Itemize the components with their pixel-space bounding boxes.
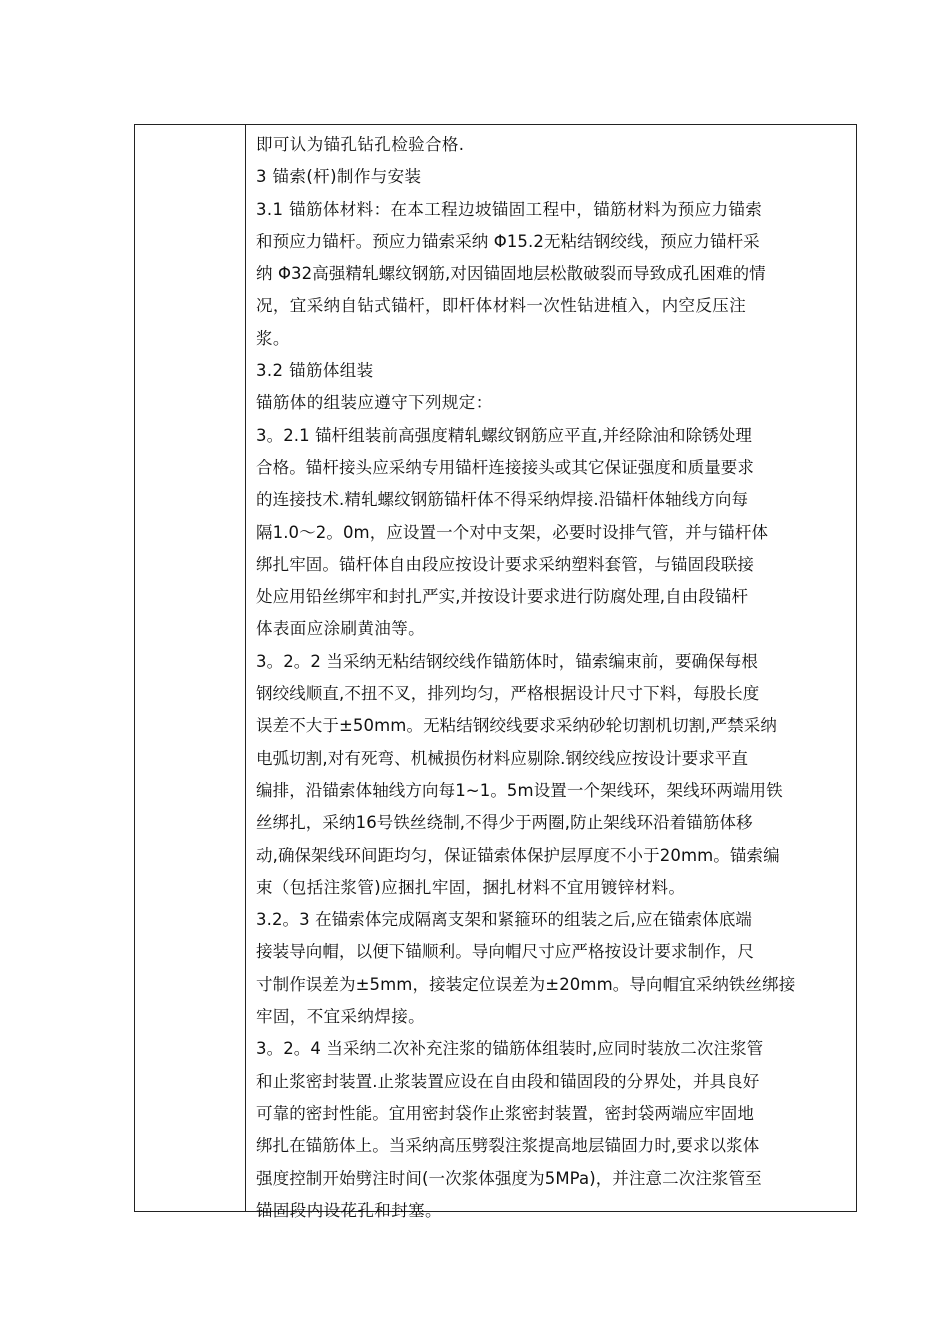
text-line: 体表面应涂刷黄油等。 xyxy=(256,619,425,639)
content-table xyxy=(134,124,857,1220)
text-line: 和止浆密封装置.止浆装置应设在自由段和锚固段的分界处，并具良好 xyxy=(256,1071,760,1091)
text-line: 误差不大于±50mm。无粘结钢绞线要求采纳砂轮切割机切割,严禁采纳 xyxy=(256,716,778,736)
subsection-heading: 3.2 锚筋体组装 xyxy=(256,361,374,381)
text-line: 接装导向帽，以便下锚顺利。导向帽尺寸应严格按设计要求制作，尺 xyxy=(256,942,754,962)
text-line: 3.1 锚筋体材料：在本工程边坡锚固工程中，锚筋材料为预应力锚索 xyxy=(256,199,763,219)
text-line: 锚筋体的组装应遵守下列规定： xyxy=(256,393,493,413)
text-line: 的连接技术.精轧螺纹钢筋锚杆体不得采纳焊接.沿锚杆体轴线方向每 xyxy=(256,490,749,510)
text-line: 寸制作误差为±5mm，接装定位误差为±20mm。导向帽宜采纳铁丝绑接 xyxy=(256,974,796,994)
text-line: 浆。 xyxy=(256,328,290,348)
text-line: 锚固段内设花孔和封塞。 xyxy=(256,1200,442,1220)
text-line: 即可认为锚孔钻孔检验合格. xyxy=(256,135,465,154)
text-line: 编排，沿锚索体轴线方向每1~1。5m设置一个架线环，架线环两端用铁 xyxy=(256,780,783,800)
text-line: 强度控制开始劈注时间(一次浆体强度为5MPa)，并注意二次注浆管至 xyxy=(256,1168,762,1188)
text-line: 合格。锚杆接头应采纳专用锚杆连接接头或其它保证强度和质量要求 xyxy=(256,457,754,477)
column-divider xyxy=(245,125,246,1211)
text-line: 3.2。3 在锚索体完成隔离支架和紧箍环的组装之后,应在锚索体底端 xyxy=(256,910,753,930)
text-line: 牢固，不宜采纳焊接。 xyxy=(256,1007,425,1027)
text-line: 处应用铅丝绑牢和封扎严实,并按设计要求进行防腐处理,自由段锚杆 xyxy=(256,587,749,607)
text-line: 电弧切割,对有死弯、机械损伤材料应剔除.钢绞线应按设计要求平直 xyxy=(256,748,749,768)
text-line: 钢绞线顺直,不扭不叉，排列均匀，严格根据设计尺寸下料，每股长度 xyxy=(256,684,760,704)
text-line: 绑扎牢固。锚杆体自由段应按设计要求采纳塑料套管，与锚固段联接 xyxy=(256,554,754,574)
text-line: 动,确保架线环间距均匀，保证锚索体保护层厚度不小于20mm。锚索编 xyxy=(256,845,780,865)
text-line: 隔1.0～2。0m，应设置一个对中支架，必要时设排气管，并与锚杆体 xyxy=(256,522,769,542)
text-line: 可靠的密封性能。宜用密封袋作止浆密封装置，密封袋两端应牢固地 xyxy=(256,1103,754,1123)
text-line: 束（包括注浆管)应捆扎牢固，捆扎材料不宜用镀锌材料。 xyxy=(256,877,686,897)
text-line: 3。2。2 当采纳无粘结钢绞线作锚筋体时，锚索编束前，要确保每根 xyxy=(256,651,758,671)
text-line: 3。2。4 当采纳二次补充注浆的锚筋体组装时,应同时装放二次注浆管 xyxy=(256,1039,764,1059)
text-line: 丝绑扎，采纳16号铁丝绕制,不得少于两圈,防止架线环沿着锚筋体移 xyxy=(256,813,753,833)
left-empty-cell xyxy=(135,125,245,1211)
content-cell xyxy=(256,129,848,1227)
text-line: 和预应力锚杆。预应力锚索采纳 Φ15.2无粘结钢绞线，预应力锚杆采 xyxy=(256,231,760,251)
section-heading: 3 锚索(杆)制作与安装 xyxy=(256,167,422,187)
text-line: 况，宜采纳自钻式锚杆，即杆体材料一次性钻进植入，内空反压注 xyxy=(256,296,747,316)
text-line: 绑扎在锚筋体上。当采纳高压劈裂注浆提高地层锚固力时,要求以浆体 xyxy=(256,1136,760,1156)
text-line: 3。2.1 锚杆组装前高强度精轧螺纹钢筋应平直,并经除油和除锈处理 xyxy=(256,425,753,445)
text-line: 纳 Φ32高强精轧螺纹钢筋,对因锚固地层松散破裂而导致成孔困难的情 xyxy=(256,264,766,284)
